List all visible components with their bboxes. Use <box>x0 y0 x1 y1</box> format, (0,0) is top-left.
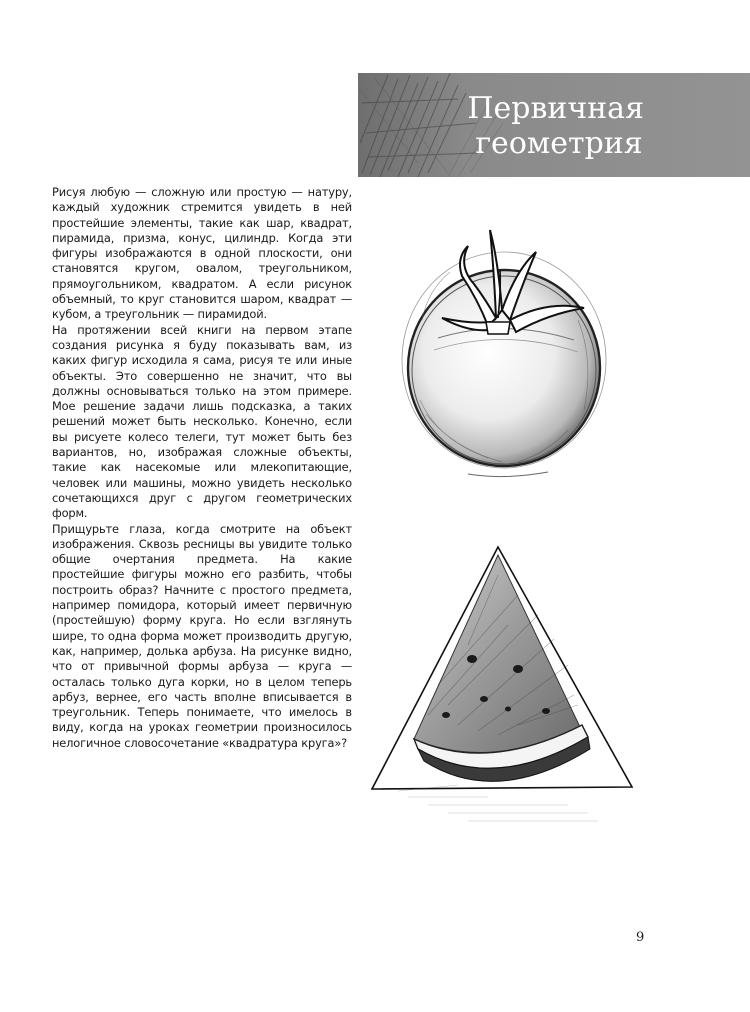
chapter-title-banner <box>358 73 750 177</box>
page-title-line-1: Первичная <box>467 91 644 126</box>
tomato-drawing <box>398 200 618 490</box>
watermelon-illustration <box>368 535 640 835</box>
tomato-illustration <box>398 200 618 490</box>
page-title-line-2: геометрия <box>475 126 643 161</box>
body-text <box>52 185 352 751</box>
watermelon-drawing <box>368 535 640 835</box>
page-number: 9 <box>636 930 645 945</box>
page-title <box>467 91 644 161</box>
paragraph: Прищурьте глаза, когда смотрите на объект изображения. Сквозь ресницы вы увидите только общие очертания предмета. На какие простейшие фигуры можно его разбить, чтобы построить образ? Начните с простого предмета, например помидора, который имеет первичную (простейшую) форму круга. Но если взглянуть шире, то одна форма может производить другую, как, например, долька арбуза. На рисунке видно, что от привычной формы арбуза — круга — осталась только дуга корки, но в целом теперь арбуз, вернее, его часть вполне вписывается в треугольник. Теперь понимаете, что имелось в виду, когда на уроках геометрии произносилось нелогичное словосочетание «квадратура круга»? <box>52 521 352 750</box>
paragraph: Рисуя любую — сложную или простую — натуру, каждый художник стремится увидеть в ней простейшие элементы, такие как шар, квадрат, пирамида, призма, конус, цилиндр. Когда эти фигуры изображаются в одной плоскости, они становятся кругом, овалом, треугольником, прямоугольником, квадратом. А если рисунок объемный, то круг становится шаром, квадрат — кубом, а треугольник — пирамидой. <box>52 185 352 322</box>
paragraph: На протяжении всей книги на первом этапе создания рисунка я буду показывать вам, из каких фигур исходила я сама, рисуя те или иные объекты. Это совершенно не значит, что вы должны основываться только на этом примере. Мое решение задачи лишь подсказка, а таких решений может быть несколько. Конечно, если вы рисуете колесо телеги, тут может быть без вариантов, но, изображая сложные объекты, такие как насекомые или млекопитающие, человек или машины, можно увидеть несколько сочетающихся друг с другом геометрических форм. <box>52 322 352 521</box>
